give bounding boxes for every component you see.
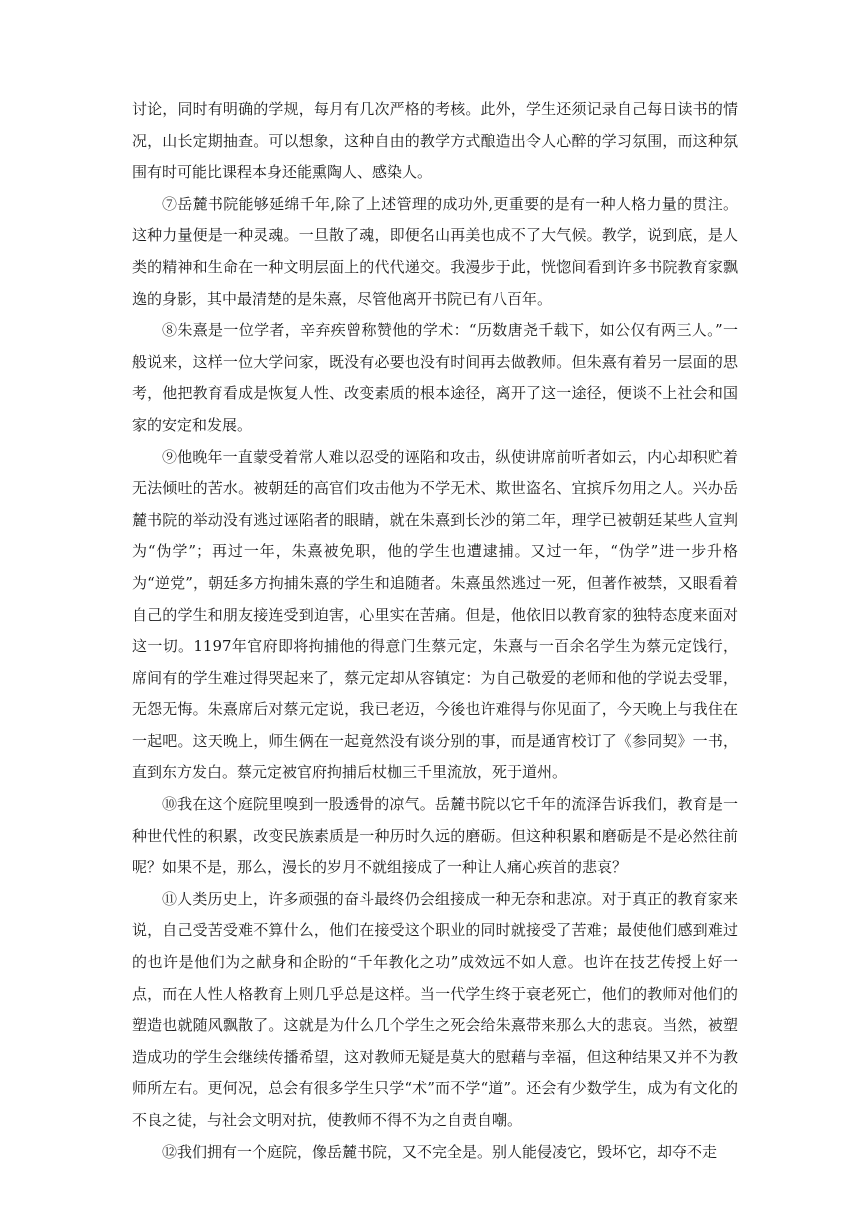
paragraph-9: ⑨他晚年一直蒙受着常人难以忍受的诬陷和攻击，纵使讲席前听者如云，内心却积贮着无法倾吐的苦水。被朝廷的高官们攻击他为不学无术、欺世盗名、宜摈斥勿用之人。兴办岳麓书院的举动没有逃过诬陷者的眼睛，就在朱熹到长沙的第二年，理学已被朝廷某些人宣判为“伪学”；再过一年，朱熹被免职，他的学生也遭逮捕。又过一年，“伪学”进一步升格为“逆党”，朝廷多方拘捕朱熹的学生和追随者。朱熹虽然逃过一死，但著作被禁，又眼看着自己的学生和朋友接连受到迫害，心里实在苦痛。但是，他依旧以教育家的独特态度来面对这一切。1197年官府即将拘捕他的得意门生蔡元定，朱熹与一百余名学生为蔡元定饯行，席间有的学生难过得哭起来了，蔡元定却从容镇定：为自己敬爱的老师和他的学说去受罪，无怨无悔。朱熹席后对蔡元定说，我已老迈，今後也许难得与你见面了，今天晚上与我住在一起吧。这天晚上，师生俩在一起竟然没有谈分别的事，而是通宵校订了《参同契》一书，直到东方发白。蔡元定被官府拘捕后杖枷三千里流放，死于道州。 (132, 447, 738, 782)
paragraph-7: ⑦岳麓书院能够延绵千年,除了上述管理的成功外,更重要的是有一种人格力量的贯注。这种力量便是一种灵魂。一旦散了魂，即便名山再美也成不了大气候。教学，说到底，是人类的精神和生命在一种文明层面上的代代递交。我漫步于此，恍惚间看到许多书院教育家飘逸的身影，其中最清楚的是朱熹，尽管他离开书院已有八百年。 (132, 194, 738, 308)
paragraph-11: ⑪人类历史上，许多顽强的奋斗最终仍会组接成一种无奈和悲凉。对于真正的教育家来说，自己受苦受难不算什么，他们在接受这个职业的同时就接受了苦难；最使他们感到难过的也许是他们为之献身和企盼的“千年教化之功”成效远不如人意。也许在技艺传授上好一点，而在人性人格教育上则几乎总是这样。当一代学生终于衰老死亡，他们的教师对他们的塑造也就随风飘散了。这就是为什么几个学生之死会给朱熹带来那么大的悲哀。当然，被塑造成功的学生会继续传播希望，这对教师无疑是莫大的慰藉与幸福，但这种结果又并不为教师所左右。更何况，总会有很多学生只学“术”而不学“道”。还会有少数学生，成为有文化的不良之徒，与社会文明对抗，使教师不得不为之自责自嘲。 (132, 889, 738, 1129)
paragraph-10: ⑩我在这个庭院里嗅到一股透骨的凉气。岳麓书院以它千年的流泽告诉我们，教育是一种世代性的积累，改变民族素质是一种历时久远的磨砺。但这种积累和磨砺是不是必然往前呢？如果不是，那么，漫长的岁月不就组接成了一种让人痛心疾首的悲哀？ (132, 795, 738, 877)
document-body (132, 94, 738, 1168)
paragraph-8: ⑧朱熹是一位学者，辛弃疾曾称赞他的学术：“历数唐尧千载下，如公仅有两三人。”一般说来，这样一位大学问家，既没有必要也没有时间再去做教师。但朱熹有着另一层面的思考，他把教育看成是恢复人性、改变素质的根本途径，离开了这一途径，便谈不上社会和国家的安定和发展。 (132, 321, 738, 434)
paragraph-continued: 讨论，同时有明确的学规，每月有几次严格的考核。此外，学生还须记录自己每日读书的情况，山长定期抽查。可以想象，这种自由的教学方式酿造出令人心醉的学习氛围，而这种氛围有时可能比课程本身还能熏陶人、感染人。 (132, 100, 738, 182)
paragraph-12: ⑫我们拥有一个庭院，像岳麓书院，又不完全是。别人能侵凌它，毁坏它，却夺不走 (162, 1142, 718, 1161)
